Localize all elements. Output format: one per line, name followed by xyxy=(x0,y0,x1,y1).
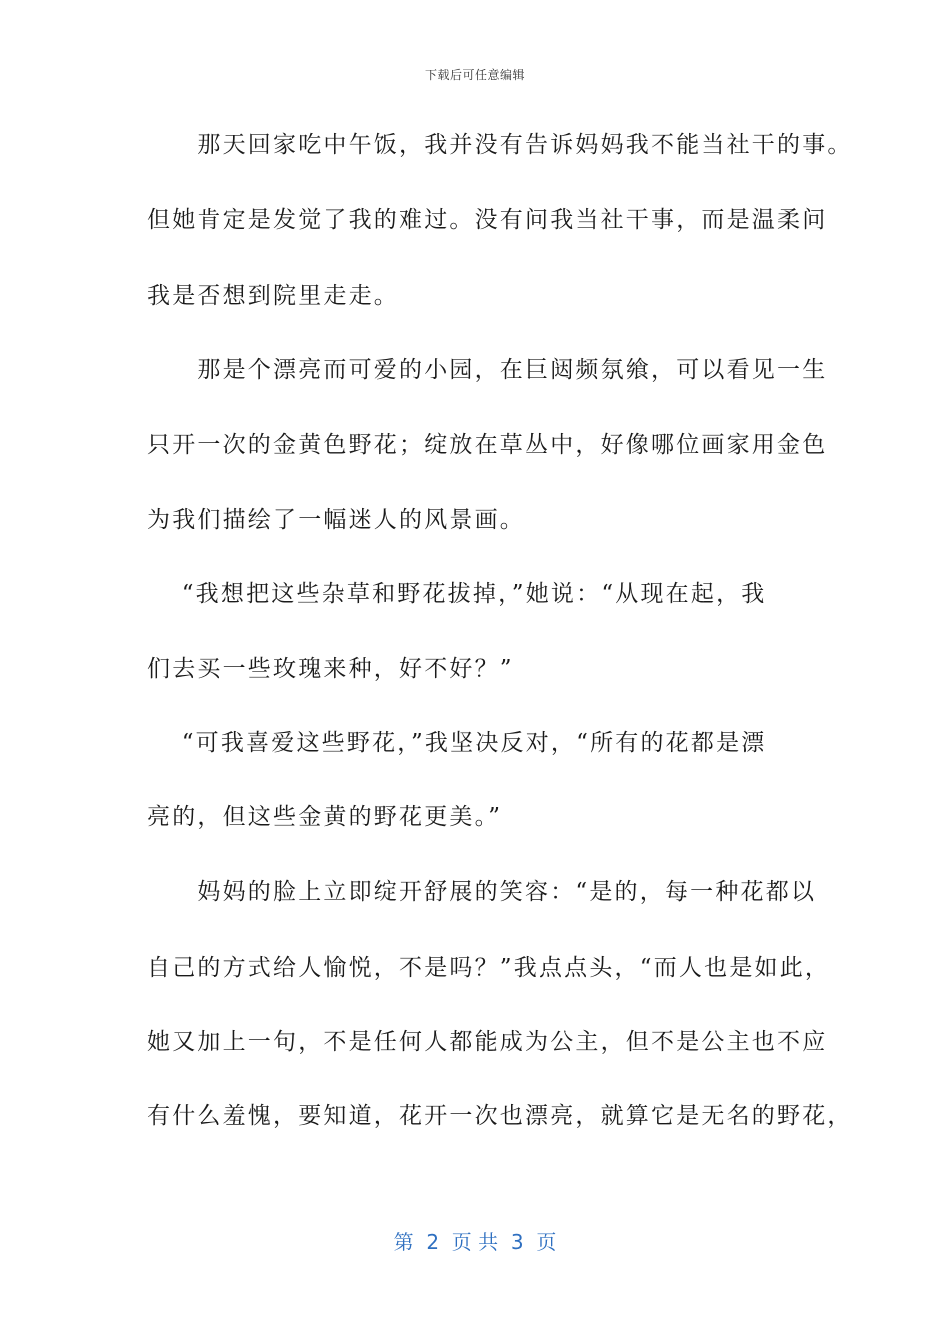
text-line: 那天回家吃中午饭，我并没有告诉妈妈我不能当社干的事。 xyxy=(147,132,853,158)
text-line: 我是否想到院里走走。 xyxy=(147,283,399,309)
text-line: 自己的方式给人愉悦，不是吗？”我点点头，“而人也是如此， xyxy=(147,955,831,981)
text-line: 们去买一些玫瑰来种，好不好？” xyxy=(147,656,514,682)
text-line: “可我喜爱这些野花，”我坚决反对，“所有的花都是漂 xyxy=(147,730,767,756)
page-number: 第 2 页 共 3 页 xyxy=(393,1230,557,1254)
text-line: 那是个漂亮而可爱的小园，在巨闼频氛飨，可以看见一生 xyxy=(147,357,828,383)
text-line: “我想把这些杂草和野花拔掉，”她说：“从现在起，我 xyxy=(147,581,767,607)
text-line: 她又加上一句，不是任何人都能成为公主，但不是公主也不应 xyxy=(147,1029,828,1055)
header-note: 下载后可任意编辑 xyxy=(424,68,525,82)
text-line: 只开一次的金黄色野花；绽放在草丛中，好像哪位画家用金色 xyxy=(147,432,828,458)
text-line: 妈妈的脸上立即绽开舒展的笑容：“是的，每一种花都以 xyxy=(147,879,817,905)
text-line: 但她肯定是发觉了我的难过。没有问我当社干事，而是温柔问 xyxy=(147,207,828,233)
text-line: 为我们描绘了一幅迷人的风景画。 xyxy=(147,507,525,533)
text-line: 亮的，但这些金黄的野花更美。” xyxy=(147,804,503,830)
text-line: 有什么羞愧，要知道，花开一次也漂亮，就算它是无名的野花， xyxy=(147,1103,853,1129)
